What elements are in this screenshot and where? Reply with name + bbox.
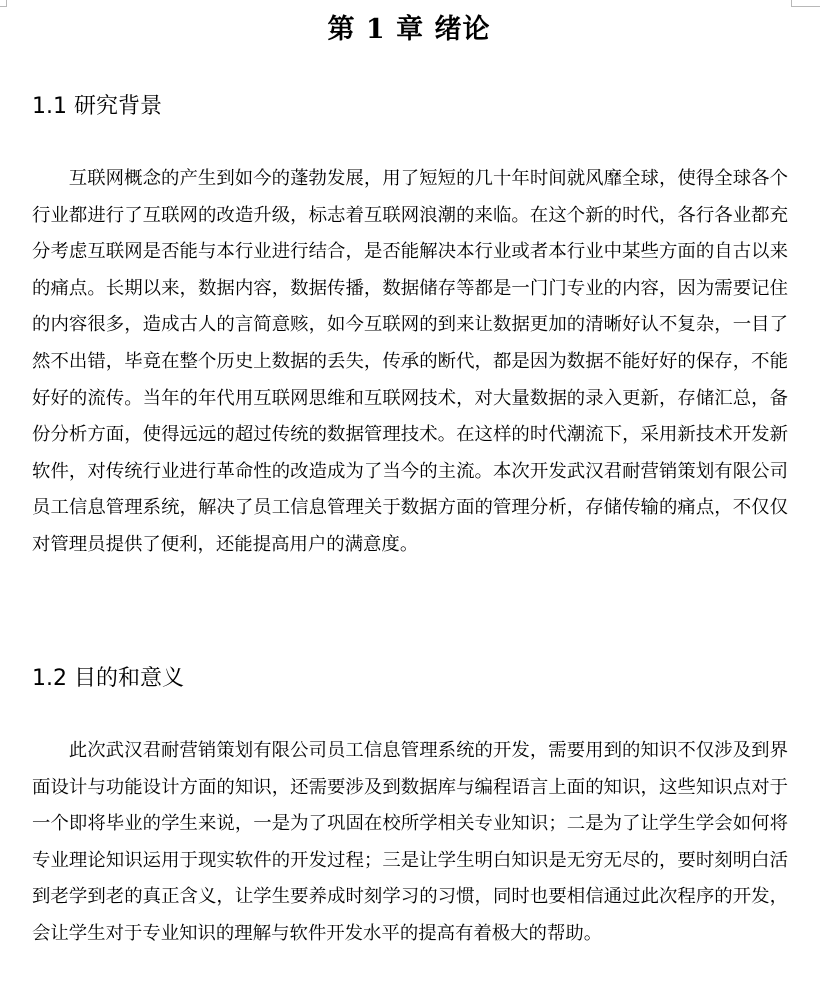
section-heading-research-background: 1.1 研究背景 <box>32 94 162 119</box>
paragraph-research-background: 互联网概念的产生到如今的蓬勃发展，用了短短的几十年时间就风靡全球，使得全球各个行业都进行了互联网的改造升级，标志着互联网浪潮的来临。在这个新的时代，各行各业都充分考虑互联网是否能与本行业进行结合，是否能解决本行业或者本行业中某些方面的自古以来的痛点。长期以来，数据内容，数据传播，数据储存等都是一门门专业的内容，因为需要记住的内容很多，造成古人的言简意赅，如今互联网的到来让数据更加的清晰好认不复杂，一目了然不出错，毕竟在整个历史上数据的丢失，传承的断代，都是因为数据不能好好的保存，不能好好的流传。当年的年代用互联网思维和互联网技术，对大量数据的录入更新，存储汇总，备份分析方面，使得远远的超过传统的数据管理技术。在这样的时代潮流下，采用新技术开发新软件，对传统行业进行革命性的改造成为了当今的主流。本次开发武汉君耐营销策划有限公司员工信息管理系统，解决了员工信息管理关于数据方面的管理分析，存储传输的痛点，不仅仅对管理员提供了便利，还能提高用户的满意度。 <box>32 168 788 555</box>
chapter-title: 第 1 章 绪论 <box>327 14 491 45</box>
page-corner-mark-left <box>0 0 7 7</box>
page-corner-mark-right <box>791 0 820 7</box>
paragraph-purpose-significance: 此次武汉君耐营销策划有限公司员工信息管理系统的开发，需要用到的知识不仅涉及到界面设计与功能设计方面的知识，还需要涉及到数据库与编程语言上面的知识，这些知识点对于一个即将毕业的学生来说，一是为了巩固在校所学相关专业知识；二是为了让学生学会如何将专业理论知识运用于现实软件的开发过程；三是让学生明白知识是无穷无尽的，要时刻明白活到老学到老的真正含义，让学生要养成时刻学习的习惯，同时也要相信通过此次程序的开发，会让学生对于专业知识的理解与软件开发水平的提高有着极大的帮助。 <box>32 740 788 944</box>
section-heading-purpose-significance: 1.2 目的和意义 <box>32 666 184 691</box>
